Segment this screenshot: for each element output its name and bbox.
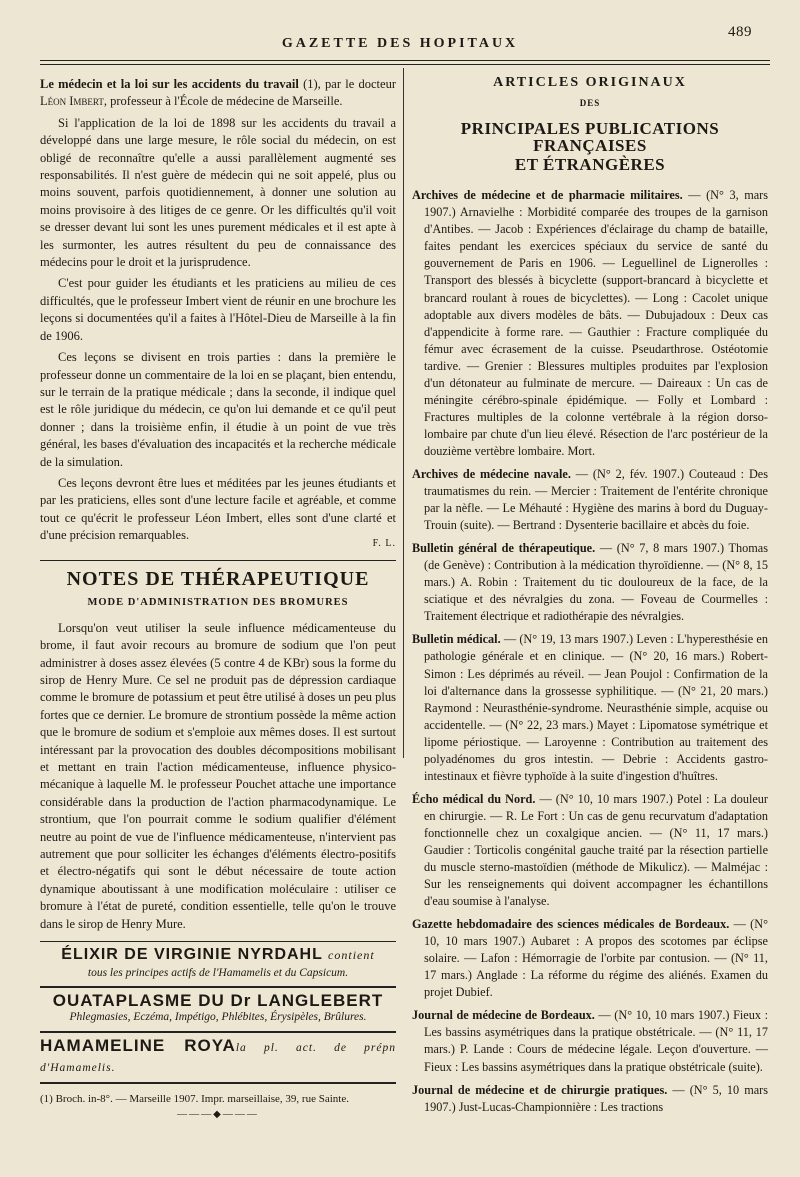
ad-elixir-name: ÉLIXIR DE VIRGINIE NYRDAHL [61, 946, 323, 964]
journal-entry [412, 466, 768, 534]
ad-hamameline [40, 1037, 396, 1078]
ad-hamameline-name: HAMAMELINE ROYA [40, 1035, 236, 1055]
journal-body: — (N° 19, 13 mars 1907.) Leven : L'hyperesthésie en pathologie générale et en clinique. — (N° 20, 16 mars.) Robert-Simon : Les déprimés au réveil. — Jean Poujol : Confirmation de la loi d'alternance dans la grossesse syphilitique. — (N° 21, 20 mars.) Raymond : Neurasthénie-syndrome. Neurasthénie simple, acquise ou accidentelle. — (N° 22, 23 mars.) Mayet : Lipomatose symétrique et lipome périostique. — Laroyenne : Contribution au traitement des polyadénomes du gros intestin. — Debrie : Accidents gastro-intestinaux et fièvre typhoïde à la suite d'ingestion d'huîtres. [424, 632, 768, 783]
journal-entry [412, 1082, 768, 1116]
articles-heading: ARTICLES ORIGINAUX [493, 75, 687, 90]
ad-elixir-sub: tous les principes actifs de l'Hamamelis et du Capsicum. [87, 966, 349, 979]
journal-title: Archives de médecine et de pharmacie militaires. [412, 188, 683, 203]
notes-subtitle: MODE D'ADMINISTRATION DES BROMURES [87, 597, 349, 609]
column-divider [403, 68, 404, 758]
journal-body: — (N° 10, 10 mars 1907.) Fieux : Les bassins asymétriques dans la pratique obstétricale. — (N° 11, 17 mars.) P. Lande : Cours de médecine légale. Leçon d'ouverture. — Fieux : Les bassins asymétriques dans la pratique obstétricale (suite). [424, 1008, 768, 1074]
journal-title: Écho médical du Nord. [412, 791, 536, 806]
ad-ouataplasme: OUATAPLASME DU Dr LANGLEBERT [52, 990, 384, 1010]
review-author: Léon Imbert [40, 94, 104, 109]
journal-title: Bulletin médical. [412, 632, 501, 647]
journal-title: Gazette hebdomadaire des sciences médicales de Bordeaux. [412, 917, 730, 932]
review-paragraph-1: Si l'application de la loi de 1898 sur les accidents du travail a développé dans une large mesure, le rôle social du médecin, on est obligé de reconnaître qu'elle a aussi parallèlement augmenté ses responsabilités. Il n'est guère de médecin qui ne soit appelé, plus ou moins souvent, parfois quotidiennement, à donner une solution au moins provisoire à des litiges de ce genre. Or les difficultés qu'il voit se dresser devant lui sont les unes purement médicales et il est apte à les surmonter, les autres résultent du peu de connaissance des médecins pour le droit et la jurisprudence. [40, 115, 396, 270]
header-rule [40, 60, 770, 65]
end-ornament: ———◆——— [177, 1108, 259, 1120]
advertisements [40, 941, 396, 1083]
journal-body: — (N° 10, 10 mars 1907.) Aubaret : A propos des scotomes par éclipse solaire. — Lafon : Hémorragie de l'orbite par contusion. — (N° 11, 17 mars.) Anglade : La réforme du régime des aliénés. Examen du projet Dubief. [424, 917, 768, 1000]
articles-heading-des: DES [579, 98, 601, 109]
section-rule [40, 560, 396, 561]
journal-body: — (N° 2, fév. 1907.) Couteaud : Des traumatismes du rein. — Mercier : Traitement de l'entérite chronique par la nèfle. — Le Méhauté : Hygiène des marins à bord du Duguay-Trouin (suite). — Bertrand : Dysenterie bacillaire et abcès du foie. [424, 466, 768, 533]
notes-title: NOTES DE THÉRAPEUTIQUE [66, 567, 370, 590]
right-column [412, 76, 768, 1122]
ad-elixir [40, 946, 396, 964]
review-signature: F. L. [372, 537, 396, 549]
footnote: (1) Broch. in-8°. — Marseille 1907. Impr. marseillaise, 39, rue Sainte. [40, 1092, 349, 1105]
journal-entry [412, 916, 768, 1001]
journal-title: Archives de médecine navale. [412, 466, 571, 481]
review-paragraph-2: C'est pour guider les étudiants et les praticiens au milieu de ces difficultés, que le professeur Imbert vient de réunir en une brochure les leçons si documentées qu'il a faites à l'Hôtel-Dieu de Marseille à la fin de 1906. [40, 276, 396, 343]
review-paragraph-3: Ces leçons se divisent en trois parties : dans la première le professeur donne un commentaire de la loi en se plaçant, bien entendu, sur le terrain de la pratique médicale ; dans la seconde, il indique quel est le rôle juridique du médecin, ce qu'on lui demande et ce qu'il peut donner ; dans la troisième enfin, il étudie à un point de vue très général, les bases d'évaluation des incapacités et la recherche médicale de la simulation. [40, 350, 396, 469]
page-number: 489 [728, 24, 752, 40]
review-title: Le médecin et la loi sur les accidents du travail [40, 77, 299, 91]
publications-subheading: ET ÉTRANGÈRES [514, 155, 666, 175]
left-column [40, 76, 396, 1123]
journal-body: — (N° 7, 8 mars 1907.) Thomas (de Genève) : Contribution à la médication thyroïdienne. — (N° 8, 15 mars.) A. Robin : Traitement du tic douloureux de la face, de la sciatique et des névralgies du zona. — Foveau de Courmelles : Traitement électrique et radiothérapie des névralgies. [424, 541, 768, 624]
ad-rule [40, 986, 396, 988]
journal-body: — (N° 5, 10 mars 1907.) Just-Lucas-Championnière : Les tractions [424, 1082, 769, 1114]
publications-heading: PRINCIPALES PUBLICATIONS FRANÇAISES [460, 119, 720, 156]
newspaper-title: GAZETTE DES HOPITAUX [281, 36, 519, 51]
review-title-rest: , professeur à l'École de médecine de Marseille. [103, 94, 343, 109]
review-heading [40, 76, 396, 111]
ad-elixir-tag: contient [328, 948, 375, 963]
journal-entry [412, 540, 768, 625]
ad-ouataplasme-sub: Phlegmasies, Eczéma, Impétigo, Phlébites, Érysipèles, Brûlures. [69, 1011, 367, 1024]
journal-entry [412, 187, 768, 460]
journal-body: — (N° 10, 10 mars 1907.) Potel : La douleur en chirurgie. — R. Le Fort : Un cas de genu recurvatum d'adaptation fonctionnelle chez un coxalgique ancien. — (N° 11, 17 mars.) Gaudier : Torticolis congénital gauche traité par la résection partielle du muscle sterno-mastoïdien (méthode de Mikulicz). — Malméjac : Sur les renseignements qui doivent accompagner les échantillons d'eau soumise à l'analyse. [424, 791, 768, 909]
journal-title: Journal de médecine et de chirurgie pratiques. [412, 1082, 668, 1097]
notes-paragraph: Lorsqu'on veut utiliser la seule influence médicamenteuse du brome, il faut avoir recours au bromure de sodium que l'on peut administrer à doses assez élevées (5 contre 4 de KBr) sous la forme du sirop de Henry Mure. Ce sel ne produit pas de dépression cardiaque comme le bromure de potassium et peut être utilisé à doses un peu plus fortes que ce dernier. Le bromure de strontium possède la même action que le bromure de sodium et s'emploie aux mêmes doses. Il est surtout intéressant par la provocation des doubles décompositions mobilisant et mettant en train l'action médicamenteuse, influence physico-mécanique à laquelle M. le professeur Pouchet attache une importance considérable dans la production de l'action pharmacodynamique. Le strontium, que l'on pourrait comme le sodium qualifier d'élément neutre au point de vue de l'influence médicamenteuse, n'intervient pas autrement que pour solliciter les échanges d'éléments électro-positifs et électro-négatifs qui sont le début nécessaire de toute action dynamique aboutissant à une modification moléculaire : utiliser ce bromure à l'état de pureté, condition essentielle, telle qu'on le trouve dans le sirop de Henry Mure. [40, 620, 396, 931]
ad-rule [40, 1031, 396, 1033]
journal-entry [412, 631, 768, 784]
review-paragraph-4: Ces leçons devront être lues et méditées par les jeunes étudiants et par les praticiens, elles sont d'une lecture facile et agréable, et comme tout ce qu'écrit le professeur Léon Imbert, elles sont d'une clarté et d'une précision remarquables. [40, 475, 396, 543]
journal-body: — (N° 3, mars 1907.) Arnavielhe : Morbidité comparée des troupes de la garnison d'Antibes. — Jacob : Expériences d'éclairage du champ de bataille, faites pendant les exercices spéciaux du service de santé du gouvernement de Paris en 1906. — Leguellinel de Lignerolles : Transport des blessés à bicyclette (support-brancard à bicyclette et brancard roulant à roues de bicyclettes). — Long : Cacolet unique adoptable aux divers modèles de bâts. — Dubujadoux : Deux cas d'appendicite à forme rare. — Gauthier : Fracture compliquée du fémur avec écrasement de la cuisse. Pseudarthrose. Ostéotomie tardive. — Grenier : Blessures multiples produites par l'explosion d'un détonateur au fulminate de mercure. — Daireaux : Un cas de méningite cérébro-spinale épidémique. — Folly et Lombard : Fractures multiples de la colonne vertébrale à la région dorso-lombaire par chute d'un lieu élevé. Résection de l'arc postérieur de la douzième vertèbre lombaire. Mort. [424, 188, 769, 458]
journal-title: Bulletin général de thérapeutique. [412, 541, 596, 556]
review-title-note: (1), par le docteur [298, 77, 396, 91]
journal-entry [412, 1007, 768, 1075]
ad-rule [40, 1082, 396, 1084]
journal-entry [412, 791, 768, 910]
ad-hamameline-sub: la pl. act. de prépn d'Hamamelis. [40, 1041, 397, 1075]
journal-title: Journal de médecine de Bordeaux. [412, 1008, 595, 1023]
